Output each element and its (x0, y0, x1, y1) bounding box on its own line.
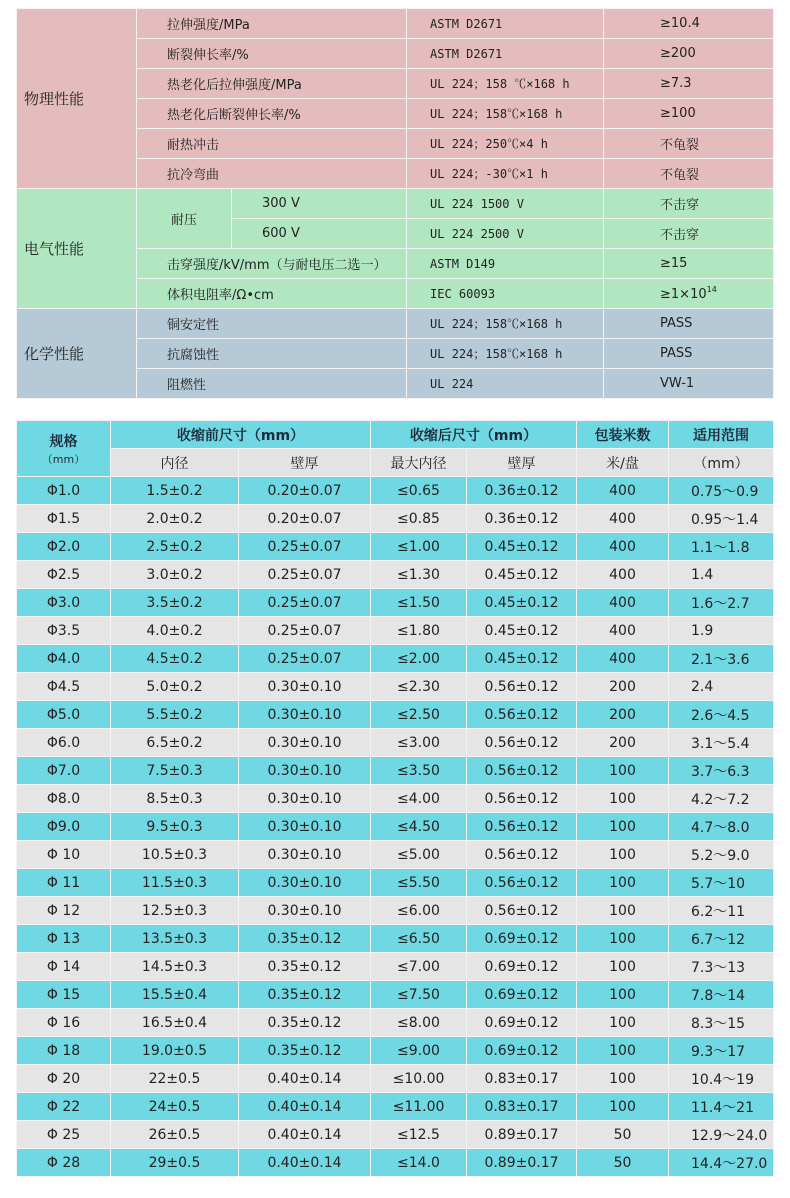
wall-cell: 0.40±0.14 (239, 1149, 371, 1177)
pack-unit-header: 米/盘 (577, 449, 669, 477)
shrunk-wall-cell: 0.69±0.12 (467, 925, 577, 953)
category-chemical: 化学性能 (17, 309, 137, 399)
size-cell: Φ 15 (17, 981, 111, 1009)
property-method: UL 224 (407, 369, 604, 399)
max-inner-cell: ≤6.00 (371, 897, 467, 925)
spec-row (17, 505, 774, 533)
property-method: UL 224；250℃×4 h (407, 129, 604, 159)
max-inner-cell: ≤1.80 (371, 617, 467, 645)
range-cell: 0.75～0.9 (669, 477, 774, 505)
property-name: 断裂伸长率/% (137, 39, 407, 69)
spec-row (17, 813, 774, 841)
spec-row (17, 533, 774, 561)
size-cell: Φ 11 (17, 869, 111, 897)
shrunk-wall-cell: 0.89±0.17 (467, 1121, 577, 1149)
inner-dia-header: 内径 (111, 449, 239, 477)
wall-cell: 0.20±0.07 (239, 477, 371, 505)
range-cell: 1.6～2.7 (669, 589, 774, 617)
inner-dia-cell: 11.5±0.3 (111, 869, 239, 897)
spec-row (17, 1121, 774, 1149)
range-cell: 2.4 (669, 673, 774, 701)
property-value: 不击穿 (604, 219, 774, 249)
property-method: UL 224；158℃×168 h (407, 339, 604, 369)
inner-dia-cell: 13.5±0.3 (111, 925, 239, 953)
inner-dia-cell: 29±0.5 (111, 1149, 239, 1177)
property-value-exponent: 14 (706, 285, 717, 294)
max-inner-header: 最大内径 (371, 449, 467, 477)
withstand-label: 耐压 (137, 189, 232, 249)
size-cell: Φ 28 (17, 1149, 111, 1177)
property-method: IEC 60093 (407, 279, 604, 309)
size-cell: Φ 13 (17, 925, 111, 953)
wall-cell: 0.30±0.10 (239, 729, 371, 757)
property-method: ASTM D2671 (407, 39, 604, 69)
inner-dia-cell: 22±0.5 (111, 1065, 239, 1093)
size-cell: Φ2.0 (17, 533, 111, 561)
size-cell: Φ 22 (17, 1093, 111, 1121)
max-inner-cell: ≤6.50 (371, 925, 467, 953)
property-row (17, 9, 774, 39)
property-method: UL 224；158℃×168 h (407, 309, 604, 339)
wall-cell: 0.30±0.10 (239, 869, 371, 897)
spec-row (17, 701, 774, 729)
range-cell: 5.2～9.0 (669, 841, 774, 869)
wall-cell: 0.25±0.07 (239, 533, 371, 561)
range-cell: 3.7～6.3 (669, 757, 774, 785)
size-cell: Φ4.0 (17, 645, 111, 673)
range-cell: 2.1～3.6 (669, 645, 774, 673)
wall-cell: 0.30±0.10 (239, 673, 371, 701)
inner-dia-cell: 24±0.5 (111, 1093, 239, 1121)
inner-dia-cell: 16.5±0.4 (111, 1009, 239, 1037)
pack-length-cell: 100 (577, 841, 669, 869)
max-inner-cell: ≤8.00 (371, 1009, 467, 1037)
before-header: 收缩前尺寸（mm） (111, 421, 371, 449)
pack-length-cell: 100 (577, 1037, 669, 1065)
shrunk-wall-cell: 0.56±0.12 (467, 869, 577, 897)
inner-dia-cell: 7.5±0.3 (111, 757, 239, 785)
inner-dia-cell: 8.5±0.3 (111, 785, 239, 813)
max-inner-cell: ≤7.50 (371, 981, 467, 1009)
wall-cell: 0.30±0.10 (239, 785, 371, 813)
range-cell: 4.2～7.2 (669, 785, 774, 813)
wall-cell: 0.35±0.12 (239, 1009, 371, 1037)
wall-cell: 0.40±0.14 (239, 1065, 371, 1093)
range-cell: 6.7～12 (669, 925, 774, 953)
pack-length-cell: 100 (577, 813, 669, 841)
pack-length-cell: 100 (577, 953, 669, 981)
shrunk-wall-cell: 0.56±0.12 (467, 701, 577, 729)
spec-row (17, 1065, 774, 1093)
spec-row (17, 1149, 774, 1177)
wall-cell: 0.30±0.10 (239, 701, 371, 729)
category-physical: 物理性能 (17, 9, 137, 189)
size-header-unit: （mm） (41, 452, 86, 466)
inner-dia-cell: 3.0±0.2 (111, 561, 239, 589)
max-inner-cell: ≤2.50 (371, 701, 467, 729)
wall-cell: 0.35±0.12 (239, 925, 371, 953)
shrunk-wall-cell: 0.83±0.17 (467, 1093, 577, 1121)
pack-length-cell: 400 (577, 617, 669, 645)
property-method: ASTM D2671 (407, 9, 604, 39)
spec-row (17, 589, 774, 617)
inner-dia-cell: 1.5±0.2 (111, 477, 239, 505)
wall-cell: 0.35±0.12 (239, 1037, 371, 1065)
size-cell: Φ6.0 (17, 729, 111, 757)
max-inner-cell: ≤4.00 (371, 785, 467, 813)
pack-length-cell: 100 (577, 785, 669, 813)
size-header (17, 421, 111, 477)
wall-cell: 0.20±0.07 (239, 505, 371, 533)
max-inner-cell: ≤2.00 (371, 645, 467, 673)
property-name: 热老化后拉伸强度/MPa (137, 69, 407, 99)
pack-length-cell: 200 (577, 701, 669, 729)
range-cell: 6.2～11 (669, 897, 774, 925)
max-inner-cell: ≤14.0 (371, 1149, 467, 1177)
size-cell: Φ 12 (17, 897, 111, 925)
range-cell: 0.95～1.4 (669, 505, 774, 533)
property-value: ≥100 (604, 99, 774, 129)
range-cell: 1.1～1.8 (669, 533, 774, 561)
inner-dia-cell: 3.5±0.2 (111, 589, 239, 617)
range-cell: 4.7～8.0 (669, 813, 774, 841)
wall-cell: 0.30±0.10 (239, 897, 371, 925)
size-cell: Φ 20 (17, 1065, 111, 1093)
size-cell: Φ4.5 (17, 673, 111, 701)
pack-length-cell: 100 (577, 1065, 669, 1093)
inner-dia-cell: 14.5±0.3 (111, 953, 239, 981)
spec-header-row (17, 421, 774, 449)
property-name: 阻燃性 (137, 369, 407, 399)
spec-row (17, 673, 774, 701)
wall-cell: 0.35±0.12 (239, 953, 371, 981)
inner-dia-cell: 2.5±0.2 (111, 533, 239, 561)
property-method: ASTM D149 (407, 249, 604, 279)
spec-row (17, 785, 774, 813)
pack-length-cell: 100 (577, 897, 669, 925)
property-name: 体积电阻率/Ω•cm (137, 279, 407, 309)
property-value: VW-1 (604, 369, 774, 399)
pack-header: 包装米数 (577, 421, 669, 449)
spec-row (17, 1037, 774, 1065)
wall-cell: 0.25±0.07 (239, 617, 371, 645)
spec-row (17, 1009, 774, 1037)
max-inner-cell: ≤1.30 (371, 561, 467, 589)
spec-row (17, 1093, 774, 1121)
spec-row (17, 953, 774, 981)
property-value (604, 249, 774, 279)
after-header: 收缩后尺寸（mm） (371, 421, 577, 449)
wall-cell: 0.30±0.10 (239, 813, 371, 841)
max-inner-cell: ≤5.00 (371, 841, 467, 869)
spec-row (17, 841, 774, 869)
shrunk-wall-cell: 0.56±0.12 (467, 757, 577, 785)
property-name: 抗冷弯曲 (137, 159, 407, 189)
property-value-text: ≥1×10 (660, 287, 707, 302)
property-value: PASS (604, 339, 774, 369)
inner-dia-cell: 4.5±0.2 (111, 645, 239, 673)
range-cell: 3.1～5.4 (669, 729, 774, 757)
pack-length-cell: 400 (577, 561, 669, 589)
max-inner-cell: ≤1.50 (371, 589, 467, 617)
pack-length-cell: 100 (577, 869, 669, 897)
pack-length-cell: 400 (577, 645, 669, 673)
pack-length-cell: 200 (577, 729, 669, 757)
inner-dia-cell: 2.0±0.2 (111, 505, 239, 533)
max-inner-cell: ≤11.00 (371, 1093, 467, 1121)
range-cell: 1.4 (669, 561, 774, 589)
property-row (17, 189, 774, 219)
shrunk-wall-cell: 0.56±0.12 (467, 841, 577, 869)
range-unit-header: （mm） (669, 449, 774, 477)
wall-cell: 0.30±0.10 (239, 841, 371, 869)
pack-length-cell: 50 (577, 1121, 669, 1149)
wall-cell: 0.40±0.14 (239, 1093, 371, 1121)
property-name: 拉伸强度/MPa (137, 9, 407, 39)
shrunk-wall-cell: 0.83±0.17 (467, 1065, 577, 1093)
range-cell: 12.9～24.0 (669, 1121, 774, 1149)
size-cell: Φ 14 (17, 953, 111, 981)
pack-length-cell: 100 (577, 925, 669, 953)
size-cell: Φ3.0 (17, 589, 111, 617)
pack-length-cell: 400 (577, 533, 669, 561)
spec-row (17, 869, 774, 897)
range-cell: 5.7～10 (669, 869, 774, 897)
shrunk-wall-cell: 0.45±0.12 (467, 589, 577, 617)
max-inner-cell: ≤0.65 (371, 477, 467, 505)
size-cell: Φ 16 (17, 1009, 111, 1037)
range-cell: 2.6～4.5 (669, 701, 774, 729)
range-header: 适用范围 (669, 421, 774, 449)
max-inner-cell: ≤12.5 (371, 1121, 467, 1149)
pack-length-cell: 400 (577, 589, 669, 617)
shrunk-wall-cell: 0.56±0.12 (467, 729, 577, 757)
range-cell: 1.9 (669, 617, 774, 645)
shrunk-wall-cell: 0.45±0.12 (467, 533, 577, 561)
property-name: 击穿强度/kV/mm（与耐电压二选一） (137, 249, 407, 279)
property-value: ≥200 (604, 39, 774, 69)
max-inner-cell: ≤9.00 (371, 1037, 467, 1065)
property-value: 不龟裂 (604, 159, 774, 189)
wall2-header: 壁厚 (467, 449, 577, 477)
property-value: ≥7.3 (604, 69, 774, 99)
property-method: UL 224；-30℃×1 h (407, 159, 604, 189)
size-cell: Φ1.5 (17, 505, 111, 533)
shrunk-wall-cell: 0.45±0.12 (467, 617, 577, 645)
shrunk-wall-cell: 0.56±0.12 (467, 673, 577, 701)
max-inner-cell: ≤5.50 (371, 869, 467, 897)
properties-table (16, 8, 774, 399)
shrunk-wall-cell: 0.36±0.12 (467, 505, 577, 533)
property-value: PASS (604, 309, 774, 339)
range-cell: 14.4～27.0 (669, 1149, 774, 1177)
wall-cell: 0.35±0.12 (239, 981, 371, 1009)
spec-row (17, 617, 774, 645)
pack-length-cell: 400 (577, 505, 669, 533)
inner-dia-cell: 12.5±0.3 (111, 897, 239, 925)
inner-dia-cell: 5.5±0.2 (111, 701, 239, 729)
size-cell: Φ8.0 (17, 785, 111, 813)
spec-row (17, 477, 774, 505)
range-cell: 7.8～14 (669, 981, 774, 1009)
spec-subheader-row (17, 449, 774, 477)
max-inner-cell: ≤3.00 (371, 729, 467, 757)
inner-dia-cell: 5.0±0.2 (111, 673, 239, 701)
pack-length-cell: 100 (577, 757, 669, 785)
spec-row (17, 757, 774, 785)
size-header-label: 规格 (49, 433, 78, 450)
property-value: ≥10.4 (604, 9, 774, 39)
property-name: 耐热冲击 (137, 129, 407, 159)
wall-header: 壁厚 (239, 449, 371, 477)
shrunk-wall-cell: 0.36±0.12 (467, 477, 577, 505)
wall-cell: 0.30±0.10 (239, 757, 371, 785)
property-method: UL 224 2500 V (407, 219, 604, 249)
spec-row (17, 645, 774, 673)
inner-dia-cell: 9.5±0.3 (111, 813, 239, 841)
spec-table (16, 420, 774, 1177)
size-cell: Φ 25 (17, 1121, 111, 1149)
max-inner-cell: ≤2.30 (371, 673, 467, 701)
max-inner-cell: ≤10.00 (371, 1065, 467, 1093)
spec-row (17, 981, 774, 1009)
property-name: 热老化后断裂伸长率/% (137, 99, 407, 129)
shrunk-wall-cell: 0.89±0.17 (467, 1149, 577, 1177)
pack-length-cell: 400 (577, 477, 669, 505)
range-cell: 9.3～17 (669, 1037, 774, 1065)
property-value-text: ≥15 (660, 256, 688, 271)
wall-cell: 0.40±0.14 (239, 1121, 371, 1149)
pack-length-cell: 200 (577, 673, 669, 701)
range-cell: 10.4～19 (669, 1065, 774, 1093)
inner-dia-cell: 26±0.5 (111, 1121, 239, 1149)
size-cell: Φ3.5 (17, 617, 111, 645)
shrunk-wall-cell: 0.69±0.12 (467, 1037, 577, 1065)
inner-dia-cell: 15.5±0.4 (111, 981, 239, 1009)
spec-row (17, 561, 774, 589)
shrunk-wall-cell: 0.45±0.12 (467, 561, 577, 589)
size-cell: Φ2.5 (17, 561, 111, 589)
shrunk-wall-cell: 0.56±0.12 (467, 897, 577, 925)
max-inner-cell: ≤1.00 (371, 533, 467, 561)
pack-length-cell: 50 (577, 1149, 669, 1177)
inner-dia-cell: 6.5±0.2 (111, 729, 239, 757)
spec-row (17, 729, 774, 757)
shrunk-wall-cell: 0.69±0.12 (467, 1009, 577, 1037)
property-name: 铜安定性 (137, 309, 407, 339)
shrunk-wall-cell: 0.45±0.12 (467, 645, 577, 673)
property-row (17, 309, 774, 339)
max-inner-cell: ≤0.85 (371, 505, 467, 533)
wall-cell: 0.25±0.07 (239, 645, 371, 673)
shrunk-wall-cell: 0.69±0.12 (467, 953, 577, 981)
max-inner-cell: ≤3.50 (371, 757, 467, 785)
max-inner-cell: ≤7.00 (371, 953, 467, 981)
range-cell: 7.3～13 (669, 953, 774, 981)
wall-cell: 0.25±0.07 (239, 561, 371, 589)
withstand-voltage: 600 V (232, 219, 407, 249)
pack-length-cell: 100 (577, 1009, 669, 1037)
range-cell: 8.3～15 (669, 1009, 774, 1037)
category-electrical: 电气性能 (17, 189, 137, 309)
inner-dia-cell: 19.0±0.5 (111, 1037, 239, 1065)
shrunk-wall-cell: 0.69±0.12 (467, 981, 577, 1009)
property-name: 抗腐蚀性 (137, 339, 407, 369)
pack-length-cell: 100 (577, 1093, 669, 1121)
property-value: 不击穿 (604, 189, 774, 219)
property-value: 不龟裂 (604, 129, 774, 159)
size-cell: Φ 10 (17, 841, 111, 869)
spec-row (17, 925, 774, 953)
shrunk-wall-cell: 0.56±0.12 (467, 785, 577, 813)
inner-dia-cell: 10.5±0.3 (111, 841, 239, 869)
property-value (604, 279, 774, 309)
range-cell: 11.4～21 (669, 1093, 774, 1121)
size-cell: Φ1.0 (17, 477, 111, 505)
property-method: UL 224 1500 V (407, 189, 604, 219)
wall-cell: 0.25±0.07 (239, 589, 371, 617)
max-inner-cell: ≤4.50 (371, 813, 467, 841)
withstand-voltage: 300 V (232, 189, 407, 219)
size-cell: Φ5.0 (17, 701, 111, 729)
pack-length-cell: 100 (577, 981, 669, 1009)
inner-dia-cell: 4.0±0.2 (111, 617, 239, 645)
property-method: UL 224；158℃×168 h (407, 99, 604, 129)
shrunk-wall-cell: 0.56±0.12 (467, 813, 577, 841)
spec-row (17, 897, 774, 925)
size-cell: Φ 18 (17, 1037, 111, 1065)
size-cell: Φ9.0 (17, 813, 111, 841)
size-cell: Φ7.0 (17, 757, 111, 785)
property-method: UL 224；158 ℃×168 h (407, 69, 604, 99)
